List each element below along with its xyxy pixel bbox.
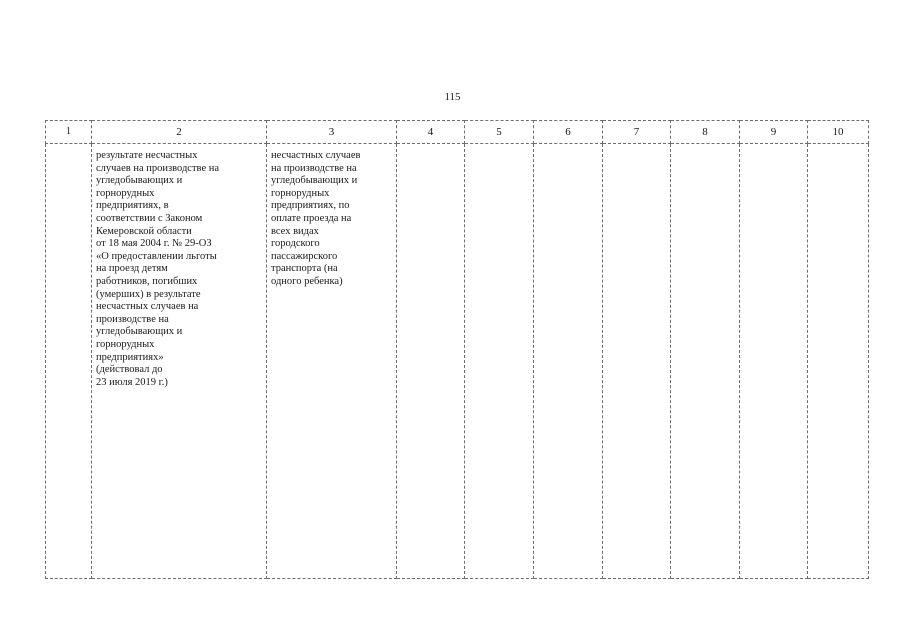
table-cell-col3: несчастных случаев на производстве на угледобывающих и горнорудных предприятиях, по оплате проезда на всех видах городского пассажирского транспорта (на одного ребенка)	[267, 144, 397, 579]
table-cell-col9	[740, 144, 808, 579]
table-row	[46, 144, 869, 579]
column-header-8: 8	[671, 121, 740, 144]
column-header-1: 1	[46, 121, 92, 144]
column-header-10: 10	[808, 121, 869, 144]
column-header-5: 5	[465, 121, 534, 144]
data-table	[45, 120, 869, 579]
column-header-9: 9	[740, 121, 808, 144]
table-cell-col2: результате несчастных случаев на производстве на угледобывающих и горнорудных предприятиях, в соответствии с Законом Кемеровской области от 18 мая 2004 г. № 29-ОЗ «О предоставлении льготы на проезд детям работников, погибших (умерших) в результате несчастных случаев на производстве на угледобывающих и горнорудных предприятиях» (действовал до 23 июля 2019 г.)	[92, 144, 267, 579]
table-cell-col4	[397, 144, 465, 579]
table-cell-col7	[603, 144, 671, 579]
table-cell-col8	[671, 144, 740, 579]
column-header-2: 2	[92, 121, 267, 144]
column-header-4: 4	[397, 121, 465, 144]
table-cell-col1	[46, 144, 92, 579]
table-cell-col6	[534, 144, 603, 579]
table-cell-col5	[465, 144, 534, 579]
column-header-3: 3	[267, 121, 397, 144]
page-number: 115	[444, 91, 461, 103]
column-header-6: 6	[534, 121, 603, 144]
table-header-row	[46, 121, 869, 144]
column-header-7: 7	[603, 121, 671, 144]
table-cell-col10	[808, 144, 869, 579]
